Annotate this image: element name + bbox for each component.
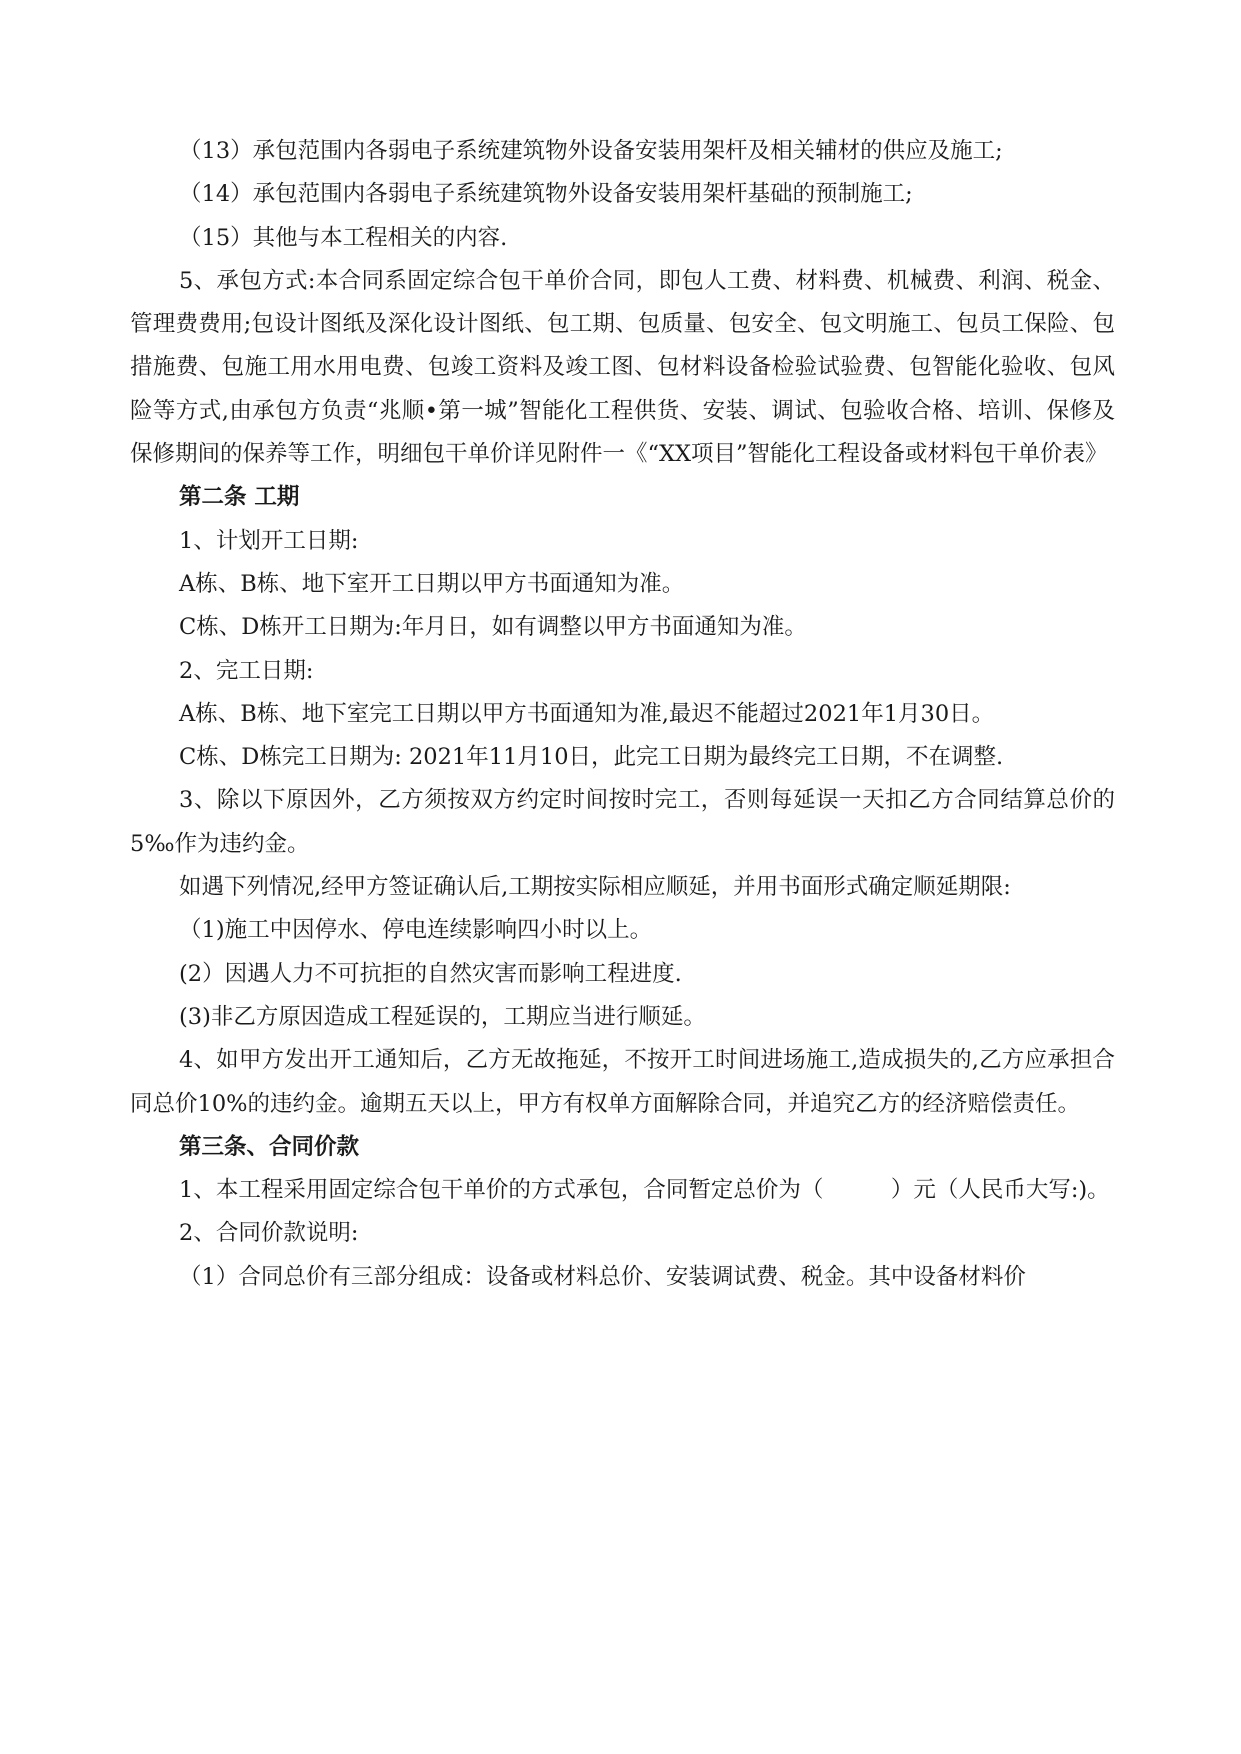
finish-label: 2、完工日期: — [179, 657, 314, 684]
item-15: （15）其他与本工程相关的内容. — [179, 224, 508, 251]
finish-date-cd: C栋、D栋完工日期为: 2021年11月10日，此完工日期为最终完工日期，不在调整. — [179, 744, 1004, 771]
finish-date-ab: A栋、B栋、地下室完工日期以甲方书面通知为准,最迟不能超过2021年1月30日。 — [179, 700, 995, 727]
price-note-1: （1）合同总价有三部分组成：设备或材料总价、安装调试费、税金。其中设备材料价 — [179, 1263, 1026, 1290]
start-delay-paragraph: 4、如甲方发出开工通知后，乙方无故拖延，不按开工时间进场施工,造成损失的,乙方应承担合同总价10%的违约金。逾期五天以上，甲方有权单方面解除合同，并追究乙方的经济赔偿责任。 — [130, 1047, 1115, 1117]
item-13: （13）承包范围内各弱电子系统建筑物外设备安装用架杆及相关辅材的供应及施工; — [179, 138, 1003, 164]
price-paragraph-1: 1、本工程采用固定综合包干单价的方式承包，合同暂定总价为（ ）元（人民币大写:)。 — [179, 1177, 1110, 1204]
start-date-cd: C栋、D栋开工日期为:年月日，如有调整以甲方书面通知为准。 — [179, 614, 807, 641]
start-date-ab: A栋、B栋、地下室开工日期以甲方书面通知为准。 — [179, 570, 685, 597]
extension-item-2: (2）因遇人力不可抗拒的自然灾害而影响工程进度. — [179, 960, 682, 987]
price-note-label: 2、合同价款说明: — [179, 1220, 359, 1247]
extension-intro: 如遇下列情况,经甲方签证确认后,工期按实际相应顺延，并用书面形式确定顺延期限: — [179, 874, 1011, 901]
item-14: （14）承包范围内各弱电子系统建筑物外设备安装用架杆基础的预制施工; — [179, 181, 913, 208]
delay-penalty-paragraph: 3、除以下原因外，乙方须按双方约定时间按时完工，否则每延误一天扣乙方合同结算总价的5‰作为违约金。 — [130, 787, 1115, 857]
document-body — [130, 130, 1115, 1299]
article-3-heading: 第三条、合同价款 — [179, 1133, 360, 1160]
extension-item-1: （1)施工中因停水、停电连续影响四小时以上。 — [179, 917, 653, 944]
plan-start-label: 1、计划开工日期: — [179, 527, 359, 554]
article-2-heading: 第二条 工期 — [179, 484, 300, 511]
contract-mode-paragraph: 5、承包方式:本合同系固定综合包干单价合同，即包人工费、材料费、机械费、利润、税金、管理费费用;包设计图纸及深化设计图纸、包工期、包质量、包安全、包文明施工、包员工保险、包措施费、包施工用水用电费、包竣工资料及竣工图、包材料设备检验试验费、包智能化验收、包风险等方式,由承包方负责“兆顺•第一城”智能化工程供货、安装、调试、包验收合格、培训、保修及保修期间的保养等工作，明细包干单价详见附件一《“XX项目”智能化工程设备或材料包干单价表》 — [130, 267, 1115, 468]
extension-item-3: (3)非乙方原因造成工程延误的，工期应当进行顺延。 — [179, 1003, 706, 1030]
